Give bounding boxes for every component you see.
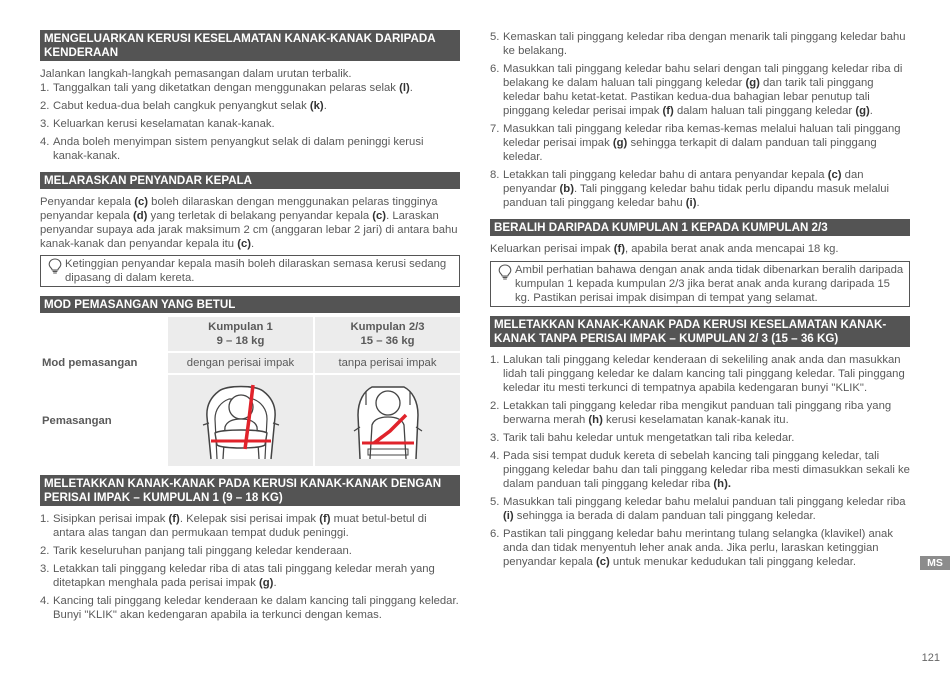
cell-install-group2 [315, 375, 460, 466]
row-label-install: Pemasangan [42, 414, 112, 427]
list-item: 2. Cabut kedua-dua belah cangkuk penyangkut selak (k). [40, 100, 327, 112]
list-item: 3. Letakkan tali pinggang keledar riba di atas tali pinggang keledar merah yang ditetapkan menghala pada perisai impak (g). [40, 563, 435, 589]
installation-mode-table [38, 315, 462, 468]
place-without-shield-steps [490, 353, 910, 569]
list-item: 6. Masukkan tali pinggang keledar bahu selari dengan tali pinggang keledar riba di belakang ke dalam haluan tali pinggang keledar (g) dan tarik tali pinggang keledar bahu ketat-ketat. Pastikan kedua-dua bahagian lebar penutup tali pinggang keledar perisai impak (f) dalam haluan tali pinggang keledar (g). [490, 63, 903, 117]
lightbulb-icon [498, 264, 512, 280]
list-item: 4. Kancing tali pinggang keledar kenderaan ke dalam kancing tali pinggang keledar. Bunyi "KLIK" akan kedengaran apabila ia terkunci dengan kemas. [40, 595, 459, 621]
remove-steps [40, 81, 460, 163]
switch-note: Ambil perhatian bahawa dengan anak anda tidak dibenarkan beralih daripada kumpulan 1 kepada kumpulan 2/3 jika berat anak anda kurang daripada 15 kg. Pastikan perisai impak disimpan di tempat yang selamat. [490, 261, 910, 307]
table-corner [40, 317, 166, 351]
list-item: 3. Tarik tali bahu keledar untuk mengetatkan tali riba keledar. [490, 432, 795, 444]
list-item: 7. Masukkan tali pinggang keledar riba kemas-kemas melalui haluan tali pinggang keledar perisai impak (g) sehingga terkapit di dalam panduan tali pinggang keledar. [490, 123, 901, 163]
row-label-mode: Mod pemasangan [42, 357, 138, 369]
lightbulb-icon [48, 258, 62, 274]
section-header-headrest: MELARASKAN PENYANDAR KEPALA [40, 172, 460, 189]
headrest-text: Penyandar kepala (c) boleh dilaraskan dengan menggunakan pelaras tingginya penyandar kepala (d) yang terletak di belakang penyandar kepala (c). Laraskan penyandar supaya ada jarak maksimum 2 cm (anggaran lebar 2 jari) di antara bahu kanak-kanak dan penyandar kepala itu (c). [40, 196, 458, 250]
headrest-note: Ketinggian penyandar kepala masih boleh dilaraskan semasa kerusi sedang dipasang di dalam kereta. [40, 255, 460, 287]
list-item: 1. Sisipkan perisai impak (f). Kelepak sisi perisai impak (f) muat betul-betul di antara alas tangan dan permukaan tempat duduk peninggi. [40, 513, 427, 539]
list-item: 4. Pada sisi tempat duduk kereta di sebelah kancing tali pinggang keledar, tali pinggang keledar bahu dan tali pinggang keledar riba mesti dimasukkan sekali ke dalam panduan tali pinggang keledar riba (h). [490, 450, 910, 490]
cell-mode-group1: dengan perisai impak [168, 353, 313, 373]
cell-mode-group2: tanpa perisai impak [315, 353, 460, 373]
section-header-switch-group: BERALIH DARIPADA KUMPULAN 1 KEPADA KUMPULAN 2/3 [490, 219, 910, 236]
list-item: 2. Letakkan tali pinggang keledar riba mengikut panduan tali pinggang riba yang berwarna merah (h) kerusi keselamatan kanak-kanak itu. [490, 400, 892, 426]
language-tab: MS [920, 556, 950, 570]
list-item: 4. Anda boleh menyimpan sistem penyangkut selak di dalam peninggi kerusi kanak-kanak. [40, 136, 424, 162]
list-item: 1. Lalukan tali pinggang keledar kenderaan di sekeliling anak anda dan masukkan lidah tali pinggang keledar ke dalam kancing tali pinggang keledar. Tali pinggang keledar itu mesti terkunci di tempatnya apabila kedengaran bunyi "KLIK". [490, 354, 905, 394]
page-number: 121 [921, 652, 940, 664]
section-header-mode: MOD PEMASANGAN YANG BETUL [40, 296, 460, 313]
list-item: 5. Masukkan tali pinggang keledar bahu melalui panduan tali pinggang keledar riba (i) sehingga ia berada di dalam panduan tali pinggang keledar. [490, 496, 906, 522]
remove-intro: Jalankan langkah-langkah pemasangan dalam urutan terbalik. [40, 68, 352, 80]
column-header-group1: Kumpulan 1 9 – 18 kg [168, 317, 313, 351]
list-item: 1. Tanggalkan tali yang diketatkan dengan menggunakan pelaras selak (l). [40, 82, 413, 94]
cell-install-group1 [168, 375, 313, 466]
left-column [40, 30, 460, 622]
right-column [490, 30, 910, 569]
section-header-remove: MENGELUARKAN KERUSI KESELAMATAN KANAK-KANAK DARIPADA KENDERAAN [40, 30, 460, 61]
place-with-shield-steps-continued [490, 30, 910, 210]
seat-with-impact-shield-illustration [181, 375, 301, 463]
section-header-place-with-shield: MELETAKKAN KANAK-KANAK PADA KERUSI KANAK-KANAK DENGAN PERISAI IMPAK – KUMPULAN 1 (9 – 18 KG) [40, 475, 460, 506]
list-item: 5. Kemaskan tali pinggang keledar riba dengan menarik tali pinggang keledar bahu ke belakang. [490, 31, 906, 57]
list-item: 3. Keluarkan kerusi keselamatan kanak-kanak. [40, 118, 275, 130]
list-item: 2. Tarik keseluruhan panjang tali pinggang keledar kenderaan. [40, 545, 352, 557]
column-header-group2: Kumpulan 2/3 15 – 36 kg [315, 317, 460, 351]
list-item: 6. Pastikan tali pinggang keledar bahu merintang tulang selangka (klavikel) anak anda dan tidak menyentuh leher anak anda. Jika perlu, laraskan ketinggian penyandar kepala (c) untuk menukar kedudukan tali pinggang keledar. [490, 528, 893, 568]
seat-without-impact-shield-illustration [328, 375, 448, 463]
switch-text: Keluarkan perisai impak (f), apabila berat anak anda mencapai 18 kg. [490, 243, 839, 255]
place-with-shield-steps [40, 512, 460, 622]
list-item: 8. Letakkan tali pinggang keledar bahu di antara penyandar kepala (c) dan penyandar (b). Tali pinggang keledar bahu tidak perlu dipandu masuk melalui panduan tali pinggang keledar bahu (i). [490, 169, 890, 209]
section-header-place-without-shield: MELETAKKAN KANAK-KANAK PADA KERUSI KESELAMATAN KANAK-KANAK TANPA PERISAI IMPAK – KUMPULAN 2/ 3 (15 – 36 KG) [490, 316, 910, 347]
